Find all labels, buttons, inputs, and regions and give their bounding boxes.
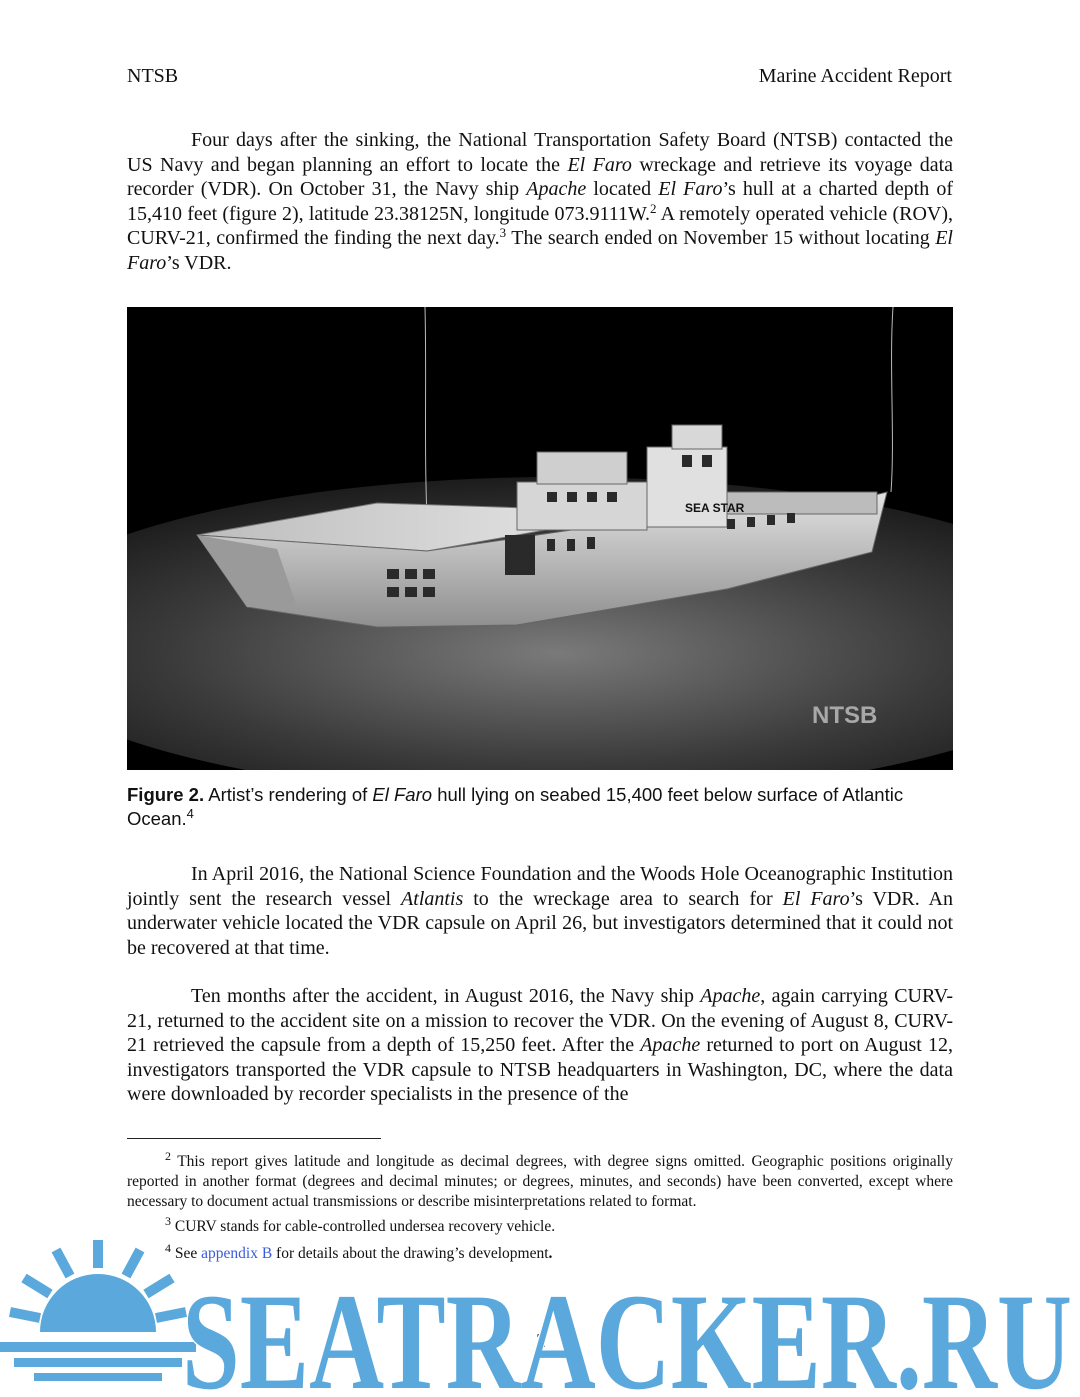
page-number: 2 xyxy=(536,1330,546,1352)
footnote-2: $^2$ This report gives latitude and longitude as decimal degrees, with degree signs omitted. Geographic positions originally reported in another format (degrees and decimal minutes; or degrees, minutes, and seconds) have been converted, except where necessary to document actual transmissions or describe misinterpretations related to format. xyxy=(127,1149,953,1210)
footnote-ref-3[interactable]: 3 xyxy=(499,225,507,241)
sun-logo-icon xyxy=(0,1240,196,1381)
header-left: NTSB xyxy=(127,65,179,87)
appendix-b-link[interactable]: appendix B xyxy=(201,1245,273,1262)
ntsb-image-watermark: NTSB xyxy=(812,702,878,729)
footnote-4: $^4$ See appendix B for details about the drawing’s development. xyxy=(165,1241,553,1262)
header-right: Marine Accident Report xyxy=(758,65,952,87)
seatracker-watermark xyxy=(0,1238,1080,1397)
footnote-3: $^3$ CURV stands for cable-controlled undersea recovery vehicle. xyxy=(165,1214,556,1235)
paragraph-1: Four days after the sinking, the National Transportation Safety Board (NTSB) contacted the US Navy and began planning an effort to locate the El Faro wreckage and retrieve its voyage data recorder (VDR). On October 31, the Navy ship Apache located El Faro’s hull at a charted depth of 15,410 feet (figure 2), latitude 23.38125N, longitude 073.9111W.$^2$ A remotely operated vehicle (ROV), CURV-21, confirmed the finding the next day.$^3$ The search ended on November 15 without locating El Faro’s VDR. xyxy=(127,129,954,274)
footnote-ref-2[interactable]: 2 xyxy=(650,200,657,216)
ship-wreck-illustration xyxy=(127,307,953,770)
paragraph-2: In April 2016, the National Science Foundation and the Woods Hole Oceanographic Institution jointly sent the research vessel Atlantis to the wreckage area to search for El Faro’s VDR. An underwater vehicle located the VDR capsule on April 26, but investigators determined that it could not be recovered at that time. xyxy=(127,863,953,959)
ship-name-label: SEA STAR xyxy=(685,501,745,515)
paragraph-3: Ten months after the accident, in August 2016, the Navy ship Apache, again carrying CURV-21, returned to the accident site on a mission to recover the VDR. On the evening of August 8, CURV-21 retrieved the capsule from a depth of 15,250 feet. After the Apache returned to port on August 12, investigators transported the VDR capsule to NTSB headquarters in Washington, DC, where the data were downloaded by recorder specialists in the presence of the xyxy=(127,985,953,1106)
figure-caption: Figure 2. Artist’s rendering of El Faro hull lying on seabed 15,400 feet below surface of Atlantic Ocean.$^4$ xyxy=(127,784,904,829)
footnote-ref-4[interactable]: 4 xyxy=(186,806,194,821)
figure-2-ship-rendering xyxy=(127,307,953,770)
watermark-text: SEATRACKER.RU xyxy=(182,1265,1072,1397)
footnote-divider xyxy=(127,1138,381,1139)
